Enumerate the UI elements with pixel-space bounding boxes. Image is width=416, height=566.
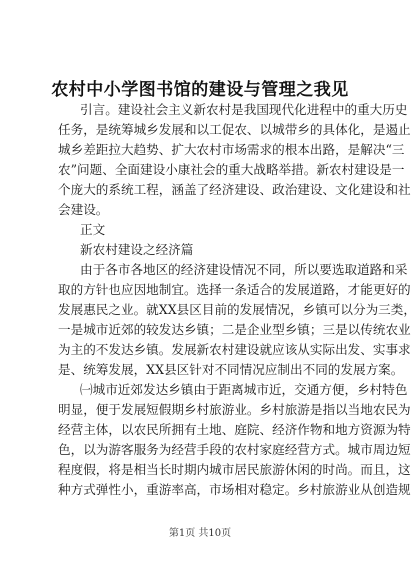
text-line: 程度假，将是相当长时期内城市居民旅游休闲的时尚。而且，这	[58, 462, 411, 477]
section-heading: 新农村建设之经济篇	[80, 242, 194, 257]
text-line: ㈠城市近郊发达乡镇由于距离城市近，交通方便，乡村特色	[80, 382, 408, 397]
text-line: 会建设。	[58, 202, 109, 217]
text-line: 由于各市各地区的经济建设情况不同，所以要选取道路和采	[80, 262, 408, 277]
text-line: 色，以为游客服务为经营手段的农村家庭经营方式。城市周边短	[58, 442, 411, 457]
text-line: 引言。建设社会主义新农村是我国现代化进程中的重大历史	[80, 102, 408, 117]
text-line: 明显，便于发展短假期乡村旅游业。乡村旅游是指以当地农民为	[58, 402, 411, 417]
document-title: 农村中小学图书馆的建设与管理之我见	[51, 80, 349, 100]
text-line: 一是城市近郊的较发达乡镇；二是企业型乡镇；三是以传统农业	[58, 322, 411, 337]
text-line: 个庞大的系统工程，涵盖了经济建设、政治建设、文化建设和社	[58, 182, 411, 197]
text-line: 任务，是统筹城乡发展和以工促农、以城带乡的具体化，是遏止	[58, 122, 411, 137]
section-heading: 正文	[80, 222, 106, 237]
text-line: 取的方针也应因地制宜。选择一条适合的发展道路，才能更好的	[58, 282, 411, 297]
text-line: 农”问题、全面建设小康社会的重大战略举措。新农村建设是一	[58, 162, 405, 177]
text-line: 发展惠民之业。就XX县区目前的发展情况，乡镇可以分为三类，	[58, 302, 416, 317]
text-line: 经营主体，以农民所拥有土地、庭院、经济作物和地方资源为特	[58, 422, 411, 437]
text-line: 城乡差距拉大趋势、扩大农村市场需求的根本出路，是解决“三	[58, 142, 405, 157]
text-line: 是、统筹发展，XX县区针对不同情况应制出不同的发展方案。	[58, 362, 404, 377]
text-line: 种方式弹性小，重游率高，市场相对稳定。乡村旅游业从创造规	[58, 482, 411, 497]
document-body	[58, 100, 416, 500]
text-line: 为主的不发达乡镇。发展新农村建设就应该从实际出发、实事求	[58, 342, 411, 357]
page-number-footer: 第1页 共10页	[168, 528, 232, 539]
